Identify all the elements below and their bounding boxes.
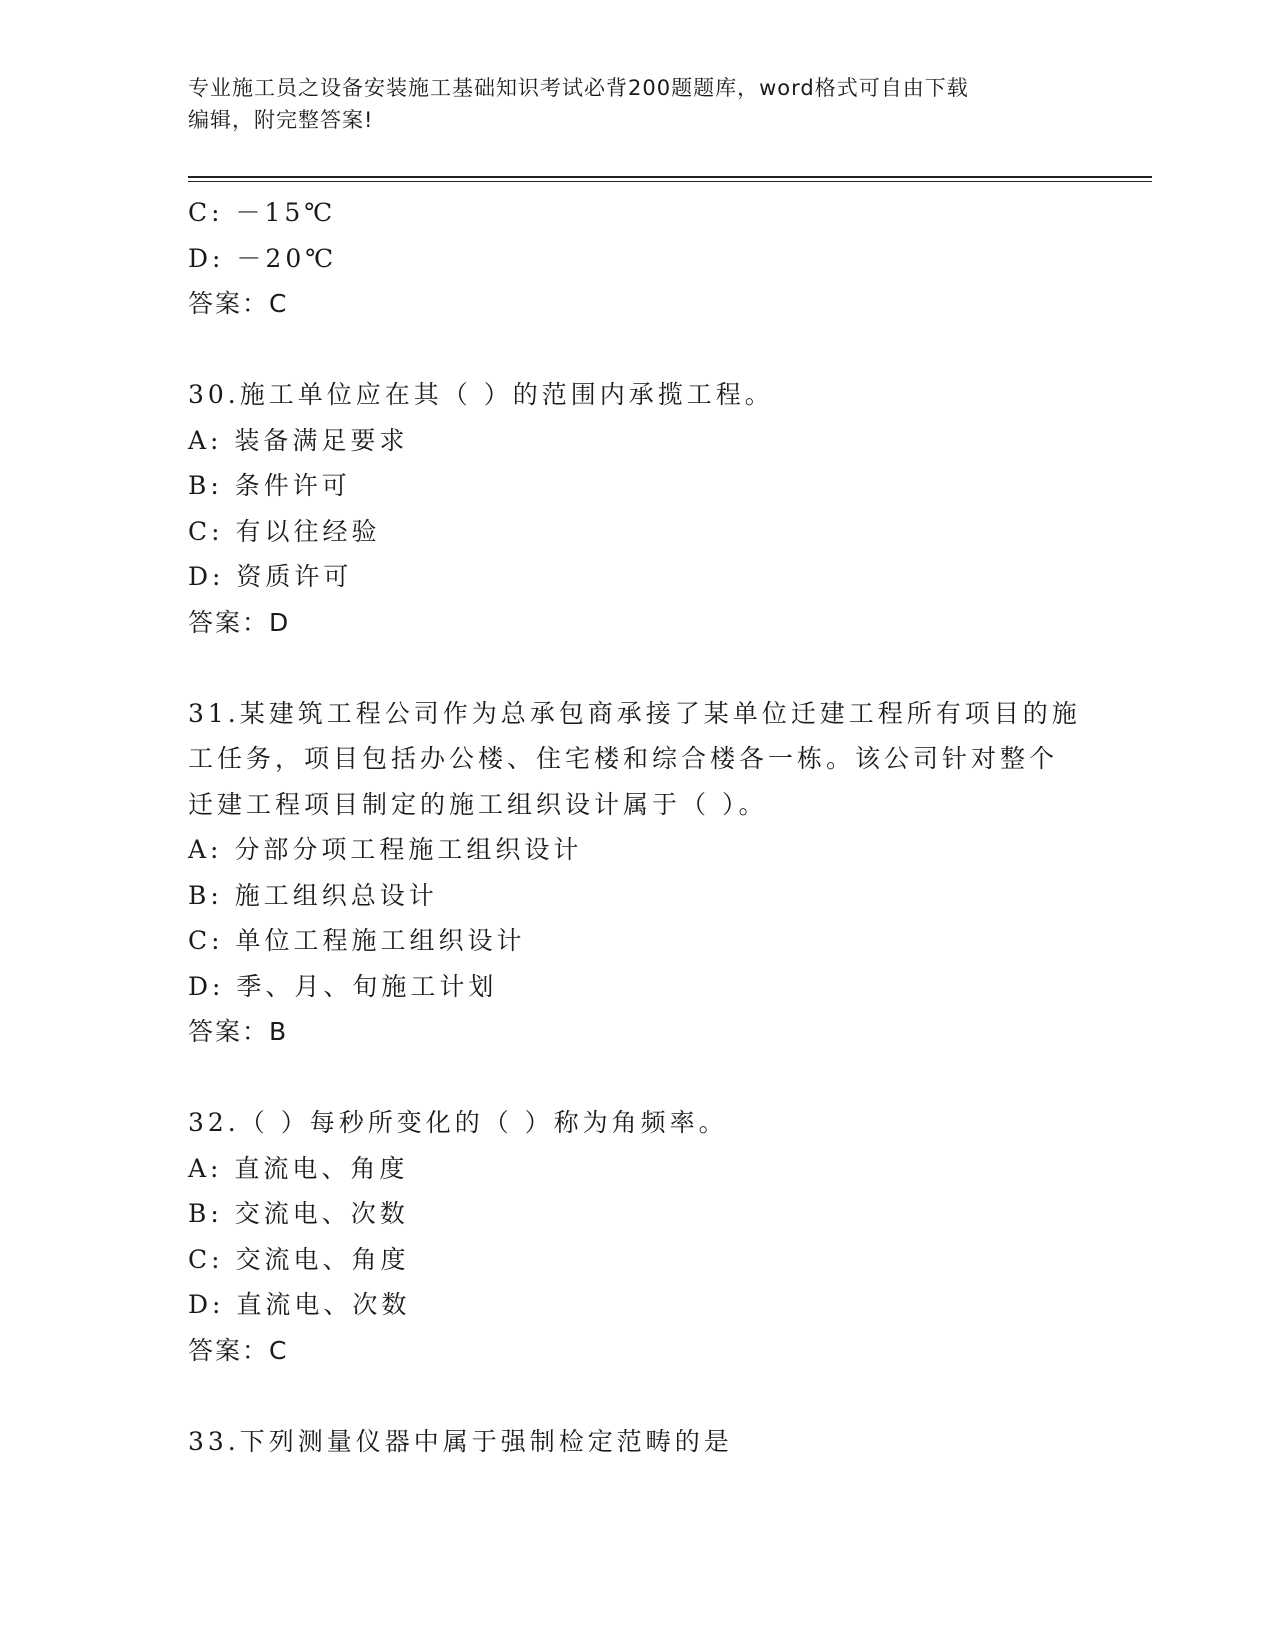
question-text-line-3: 迁建工程项目制定的施工组织设计属于（ ）。 — [188, 789, 768, 819]
question-prev — [188, 190, 1088, 327]
question-text-line-1: 31.某建筑工程公司作为总承包商承接了某单位迁建工程所有项目的施 — [188, 698, 1081, 728]
option-a: A: 装备满足要求 — [188, 425, 409, 455]
header-title-line-1: 专业施工员之设备安装施工基础知识考试必背200题题库，word格式可自由下载 — [188, 76, 969, 100]
spacer — [188, 645, 1088, 691]
option-b: B: 条件许可 — [188, 471, 351, 500]
option-d: D: －20℃ — [188, 243, 338, 273]
question-list — [188, 190, 1088, 1464]
question-text: 33.下列测量仪器中属于强制检定范畴的是 — [188, 1426, 733, 1456]
header-divider-thin — [188, 181, 1152, 182]
question-text: 30.施工单位应在其（ ）的范围内承揽工程。 — [188, 380, 774, 409]
option-b: B: 施工组织总设计 — [188, 880, 438, 910]
option-a: A: 直流电、角度 — [188, 1153, 409, 1183]
option-a: A: 分部分项工程施工组织设计 — [188, 835, 583, 864]
option-d: D: 直流电、次数 — [188, 1290, 411, 1319]
option-c: C: 单位工程施工组织设计 — [188, 926, 526, 955]
spacer — [188, 1373, 1088, 1419]
question-31 — [188, 691, 1088, 1055]
question-32 — [188, 1100, 1088, 1373]
spacer — [188, 1055, 1088, 1101]
spacer — [188, 327, 1088, 373]
document-header — [188, 72, 1088, 136]
option-d: D: 季、月、旬施工计划 — [188, 971, 498, 1001]
question-text-line-2: 工任务，项目包括办公楼、住宅楼和综合楼各一栋。该公司针对整个 — [188, 744, 1059, 773]
option-c: C: 交流电、角度 — [188, 1244, 410, 1274]
answer-line: 答案：C — [188, 289, 289, 318]
answer-line: 答案：D — [188, 607, 291, 637]
header-title-line-2: 编辑，附完整答案! — [188, 108, 374, 132]
question-33 — [188, 1419, 1088, 1465]
option-b: B: 交流电、次数 — [188, 1199, 409, 1228]
answer-line: 答案：B — [188, 1017, 289, 1046]
option-c: C: －15℃ — [188, 198, 337, 227]
question-text: 32.（ ）每秒所变化的（ ）称为角频率。 — [188, 1108, 728, 1137]
header-divider-thick — [188, 176, 1152, 178]
question-30 — [188, 372, 1088, 645]
answer-line: 答案：C — [188, 1335, 289, 1365]
option-c: C: 有以往经验 — [188, 516, 381, 546]
option-d: D: 资质许可 — [188, 562, 353, 591]
